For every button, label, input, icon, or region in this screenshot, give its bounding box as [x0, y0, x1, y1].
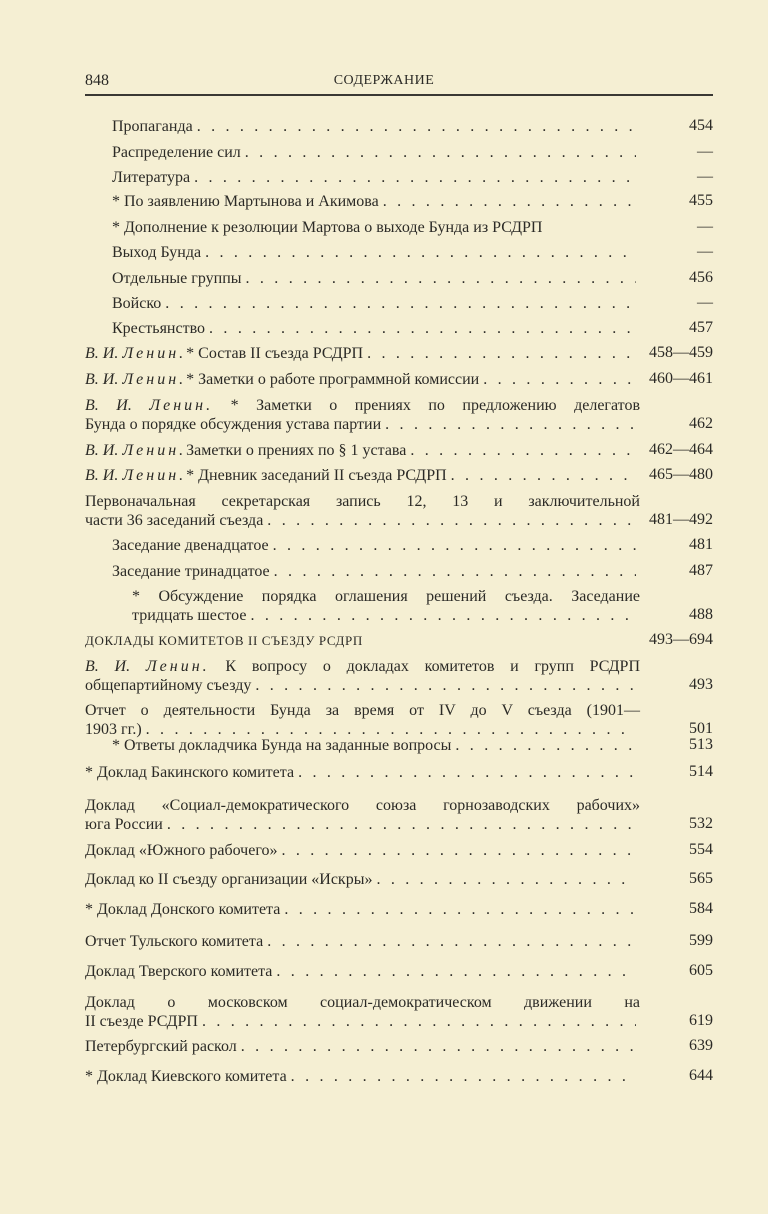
toc-entry-line	[85, 1067, 640, 1086]
page-ref: 532	[689, 815, 713, 832]
entry-title: ДОКЛАДЫ КОМИТЕТОВ II СЪЕЗДУ РСДРП	[85, 633, 363, 648]
dot-leader	[197, 117, 636, 136]
toc-entry-line	[85, 657, 640, 676]
dot-leader	[267, 932, 636, 951]
dot-leader	[245, 143, 636, 162]
toc-entry-line	[112, 736, 640, 755]
toc-entry-line	[85, 701, 640, 720]
toc-entry	[85, 701, 640, 739]
entry-title: Выход Бунда	[112, 244, 202, 261]
toc-entry	[112, 168, 640, 187]
toc-entry-line	[112, 117, 640, 136]
page-ref: 454	[689, 117, 713, 134]
toc-entry-line	[85, 631, 640, 650]
toc-entry	[85, 841, 640, 860]
author-surname: Ленин.	[122, 371, 187, 388]
page-ref: 481	[689, 536, 713, 553]
entry-title: II съезде РСДРП	[85, 1013, 198, 1030]
dot-leader	[194, 168, 636, 187]
author-initials: В. И.	[85, 658, 146, 675]
toc-entry	[85, 1037, 640, 1056]
page-ref: 514	[689, 763, 713, 780]
page-ref: 565	[689, 870, 713, 887]
dot-leader	[451, 466, 636, 485]
entry-title: Бунда о порядке обсуждения устава партии	[85, 416, 382, 433]
toc-entry-line	[85, 1012, 640, 1031]
dot-leader	[202, 1012, 636, 1031]
toc-entry-line	[85, 932, 640, 951]
entry-title: Первоначальная секретарская запись 12, 13 и заключительной	[85, 493, 640, 510]
toc-entry-line	[85, 870, 640, 889]
entry-title: К вопросу о докладах комитетов и групп РСДРП	[225, 658, 640, 675]
toc-entry	[112, 536, 640, 555]
dot-leader	[483, 370, 636, 389]
dot-leader	[255, 676, 636, 695]
toc-entry-line	[85, 466, 640, 485]
toc-entry-line	[112, 536, 640, 555]
toc-entry-line	[85, 492, 640, 511]
toc-entry	[85, 763, 640, 782]
entry-title: * Доклад Донского комитета	[85, 901, 281, 918]
toc-entry-line	[112, 562, 640, 581]
toc-entry	[85, 370, 640, 389]
page-ref: 605	[689, 962, 713, 979]
toc-entry-line	[85, 441, 640, 460]
dot-leader	[455, 736, 636, 755]
toc-entry-line	[85, 396, 640, 415]
dot-leader	[273, 536, 636, 555]
toc-entry-line	[132, 587, 640, 606]
entry-title: Заседание тринадцатое	[112, 563, 270, 580]
toc-entry	[112, 294, 640, 313]
page-ref: 458—459	[649, 344, 713, 361]
entry-title: * Заметки о работе программной комиссии	[186, 371, 480, 388]
toc-entry	[85, 870, 640, 889]
entry-title: * Дневник заседаний II съезда РСДРП	[186, 467, 447, 484]
toc-entry-line	[85, 1037, 640, 1056]
toc-entry-line	[85, 415, 640, 434]
toc-entry	[85, 344, 640, 363]
entry-title: * Доклад Бакинского комитета	[85, 764, 295, 781]
entry-title: Доклад «Социал-демократического союза горнозаводских рабочих»	[85, 797, 640, 814]
entry-title: Доклад о московском социал-демократическом движении на	[85, 994, 640, 1011]
entry-title: Войско	[112, 295, 162, 312]
author-initials: В. И.	[85, 442, 123, 459]
toc-entry-line	[85, 763, 640, 782]
entry-title: * Доклад Киевского комитета	[85, 1068, 287, 1085]
dot-leader	[298, 763, 636, 782]
dot-leader	[250, 606, 636, 625]
entry-title: общепартийному съезду	[85, 677, 252, 694]
toc-entry-line	[85, 796, 640, 815]
page-ref: 457	[689, 319, 713, 336]
dot-leader	[246, 269, 637, 288]
toc-entry	[112, 269, 640, 288]
entry-title: Литература	[112, 169, 191, 186]
page-ref: 488	[689, 606, 713, 623]
page-ref: —	[697, 243, 713, 260]
dot-leader	[205, 243, 636, 262]
entry-title: * Состав II съезда РСДРП	[186, 345, 364, 362]
page-ref: 501	[689, 720, 713, 737]
entry-title: тридцать шестое	[132, 607, 247, 624]
page-ref: 513	[689, 736, 713, 753]
entry-title: Заседание двенадцатое	[112, 537, 269, 554]
toc-entry	[85, 900, 640, 919]
entry-title: юга России	[85, 816, 163, 833]
toc-entry-line	[85, 841, 640, 860]
toc-entry-line	[85, 676, 640, 695]
entry-title: * Заметки о прениях по предложению делегатов	[230, 397, 640, 414]
dot-leader	[385, 415, 636, 434]
author-initials: В. И.	[85, 371, 123, 388]
dot-leader	[281, 841, 636, 860]
toc-entry-line	[112, 269, 640, 288]
entry-title: Пропаганда	[112, 118, 193, 135]
toc-entry	[112, 192, 640, 211]
toc-entry-line	[85, 962, 640, 981]
toc-entry-line	[112, 218, 640, 237]
page-ref: 584	[689, 900, 713, 917]
toc-entry-line	[132, 606, 640, 625]
page-ref: 462—464	[649, 441, 713, 458]
dot-leader	[274, 562, 636, 581]
author-name	[85, 441, 186, 460]
page-ref: 465—480	[649, 466, 713, 483]
toc-entry-line	[85, 344, 640, 363]
author-surname: Ленин.	[145, 658, 210, 675]
page-ref: 599	[689, 932, 713, 949]
author-name	[85, 370, 186, 389]
running-title: СОДЕРЖАНИЕ	[333, 73, 435, 88]
dot-leader	[209, 319, 636, 338]
page-ref: —	[697, 294, 713, 311]
dot-leader	[267, 511, 636, 530]
toc-entry-line	[112, 168, 640, 187]
toc-entry-line	[85, 993, 640, 1012]
dot-leader	[276, 962, 636, 981]
dot-leader	[376, 870, 636, 889]
toc-entry	[85, 962, 640, 981]
author-surname: Ленин.	[122, 345, 187, 362]
toc-entry	[85, 993, 640, 1031]
toc-entry-line	[112, 243, 640, 262]
dot-leader	[167, 815, 636, 834]
entry-title: * Ответы докладчика Бунда на заданные вопросы	[112, 737, 452, 754]
dot-leader	[367, 344, 636, 363]
toc-entry	[85, 1067, 640, 1086]
dot-leader	[410, 441, 636, 460]
page-ref: 487	[689, 562, 713, 579]
entry-title: Крестьянство	[112, 320, 206, 337]
page-ref: 481—492	[649, 511, 713, 528]
dot-leader	[241, 1037, 636, 1056]
toc-entry-line	[112, 192, 640, 211]
dot-leader	[165, 294, 636, 313]
page-number: 848	[85, 72, 109, 89]
page-ref: —	[697, 143, 713, 160]
author-surname: Ленин.	[122, 442, 187, 459]
toc-entry	[132, 587, 640, 625]
entry-title: Доклад ко II съезду организации «Искры»	[85, 871, 373, 888]
entry-title: 1903 гг.)	[85, 721, 142, 738]
toc-entry	[112, 562, 640, 581]
entry-title: * Дополнение к резолюции Мартова о выходе Бунда из РСДРП	[112, 219, 543, 236]
toc-entry	[85, 492, 640, 530]
toc-entry	[85, 631, 640, 650]
page-ref: 493	[689, 676, 713, 693]
author-name	[85, 466, 186, 485]
page-ref: —	[697, 168, 713, 185]
page-ref: 554	[689, 841, 713, 858]
toc-entry	[85, 466, 640, 485]
toc-entry	[112, 117, 640, 136]
toc-entry-line	[85, 900, 640, 919]
toc-entry	[85, 932, 640, 951]
toc-entry-line	[85, 815, 640, 834]
header-rule	[85, 94, 713, 96]
author-initials: В. И.	[85, 345, 123, 362]
page-ref: 456	[689, 269, 713, 286]
page-ref: 639	[689, 1037, 713, 1054]
entry-title: части 36 заседаний съезда	[85, 512, 264, 529]
dot-leader	[383, 192, 636, 211]
entry-title: Отчет о деятельности Бунда за время от IV до V съезда (1901—	[85, 702, 640, 719]
page-ref: 462	[689, 415, 713, 432]
author-surname: Ленин.	[149, 397, 214, 414]
toc-entry	[112, 736, 640, 755]
author-name	[85, 658, 210, 675]
entry-title: Заметки о прениях по § 1 устава	[186, 442, 407, 459]
dot-leader	[291, 1067, 636, 1086]
author-name	[85, 344, 186, 363]
page-ref: 644	[689, 1067, 713, 1084]
page-ref: —	[697, 218, 713, 235]
page-ref: 619	[689, 1012, 713, 1029]
toc-entry	[112, 319, 640, 338]
toc-entry	[112, 218, 640, 237]
toc-entry-line	[85, 511, 640, 530]
page-ref: 460—461	[649, 370, 713, 387]
toc-entry	[85, 657, 640, 695]
author-name	[85, 397, 213, 414]
entry-title: Отдельные группы	[112, 270, 242, 287]
dot-leader	[284, 900, 636, 919]
entry-title: Доклад Тверского комитета	[85, 963, 273, 980]
toc-entry-line	[85, 370, 640, 389]
toc-entry	[112, 243, 640, 262]
toc-entry-line	[112, 319, 640, 338]
toc-entry	[85, 796, 640, 834]
author-initials: В. И.	[85, 467, 123, 484]
entry-title: Петербургский раскол	[85, 1038, 237, 1055]
entry-title: * Обсуждение порядка оглашения решений съезда. Заседание	[132, 588, 640, 605]
entry-title: Распределение сил	[112, 144, 241, 161]
author-initials: В. И.	[85, 397, 150, 414]
toc-entry-line	[112, 294, 640, 313]
entry-title: Доклад «Южного рабочего»	[85, 842, 278, 859]
toc-entry	[85, 396, 640, 434]
toc-entry	[112, 143, 640, 162]
entry-title: Отчет Тульского комитета	[85, 933, 264, 950]
author-surname: Ленин.	[122, 467, 187, 484]
page-ref: 493—694	[649, 631, 713, 648]
entry-title: * По заявлению Мартынова и Акимова	[112, 193, 379, 210]
toc-entry	[85, 441, 640, 460]
page-ref: 455	[689, 192, 713, 209]
toc-entry-line	[112, 143, 640, 162]
